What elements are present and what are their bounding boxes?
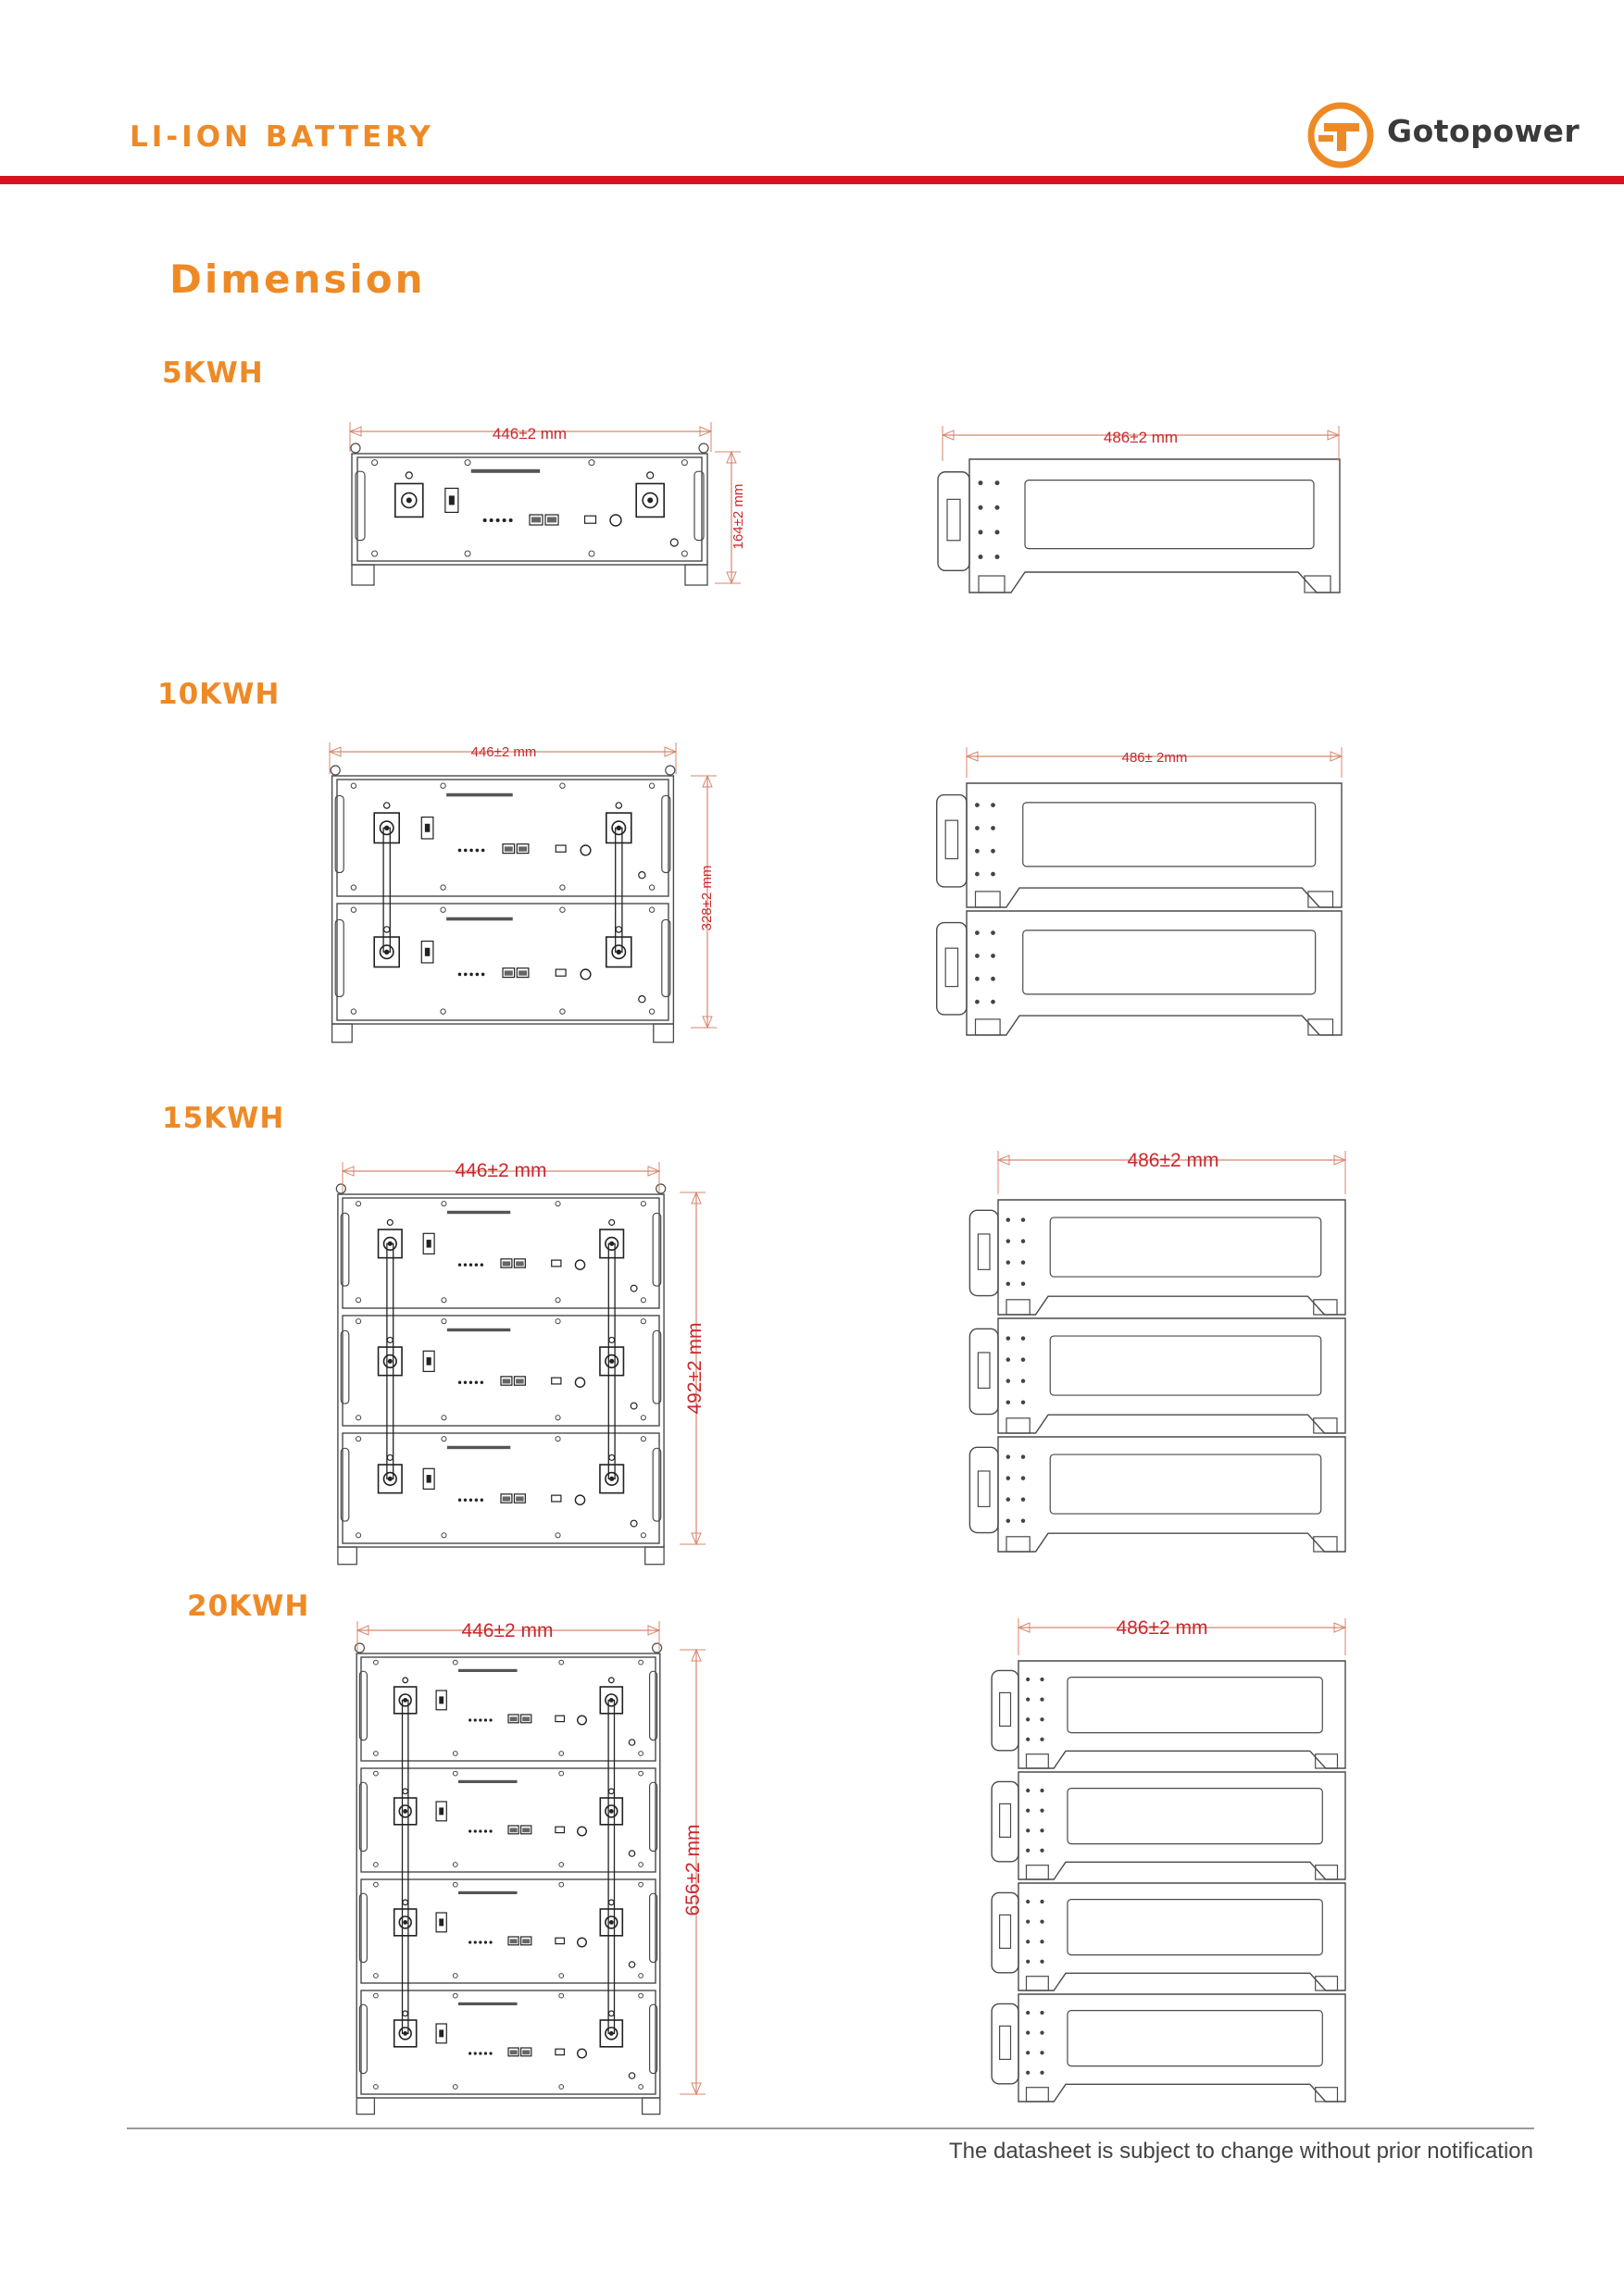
- side-screw: [1026, 2030, 1030, 2034]
- side-screw: [1006, 1281, 1011, 1286]
- terminal-center: [609, 1359, 614, 1364]
- status-led: [475, 1499, 478, 1502]
- depth-dim-10kwh: 486± 2mm: [1121, 750, 1188, 766]
- side-screw: [1026, 1789, 1030, 1792]
- model-plate: [458, 1780, 518, 1783]
- status-led: [458, 973, 462, 977]
- side-screw: [991, 803, 995, 807]
- breaker-lever: [425, 948, 430, 956]
- front-view-15kwh: [336, 1162, 706, 1565]
- model-plate: [446, 793, 513, 797]
- side-screw: [975, 849, 980, 854]
- side-screw: [1006, 1357, 1011, 1362]
- side-screw: [1021, 1281, 1026, 1286]
- side-screw: [1026, 1738, 1030, 1741]
- side-screw: [1040, 1849, 1043, 1853]
- side-screw: [1021, 1239, 1026, 1243]
- side-screw: [1040, 2051, 1043, 2054]
- side-screw: [1006, 1260, 1011, 1265]
- rack-foot: [643, 2098, 660, 2115]
- status-led: [475, 1381, 478, 1384]
- side-screw: [1040, 1960, 1043, 1964]
- handle-bracket: [992, 2003, 1018, 2083]
- status-led: [474, 1940, 477, 1943]
- side-screw: [1006, 1239, 1011, 1243]
- handle-bracket: [992, 1670, 1018, 1750]
- status-led: [481, 973, 485, 977]
- side-screw: [975, 977, 980, 981]
- side-screw: [991, 1000, 995, 1004]
- side-screw: [1040, 1828, 1043, 1832]
- comm-port-inner: [510, 1828, 518, 1832]
- status-led: [479, 1940, 481, 1943]
- status-led: [489, 1718, 492, 1721]
- handle-bracket: [937, 923, 967, 1015]
- terminal-center: [388, 1359, 393, 1364]
- status-led: [474, 2052, 477, 2054]
- side-screw: [995, 555, 1000, 559]
- breaker-lever: [427, 1475, 431, 1483]
- side-screw: [1026, 1717, 1030, 1721]
- breaker-lever: [427, 1357, 431, 1366]
- side-screw: [1006, 1497, 1011, 1502]
- depth-dim-15kwh: 486±2 mm: [1127, 1150, 1219, 1171]
- side-screw: [979, 505, 983, 510]
- breaker-lever: [449, 495, 455, 505]
- comm-port-inner: [518, 970, 527, 975]
- handle-bracket: [969, 1210, 998, 1295]
- side-screw: [1026, 1697, 1030, 1701]
- side-screw: [1021, 1476, 1026, 1480]
- breaker-lever: [425, 824, 430, 832]
- model-plate: [447, 1446, 510, 1449]
- model-label-20kwh: 20KWH: [187, 1590, 310, 1623]
- status-led: [489, 1940, 492, 1943]
- handle-grip: [1000, 1915, 1011, 1948]
- handle-bracket: [992, 1892, 1018, 1972]
- side-view-20kwh: [992, 1618, 1345, 2102]
- model-plate: [447, 1329, 510, 1331]
- model-plate: [458, 1669, 518, 1672]
- terminal-center: [406, 497, 412, 503]
- side-screw: [1026, 1849, 1030, 1853]
- side-screw: [1040, 2011, 1043, 2015]
- status-led: [468, 2052, 471, 2054]
- side-screw: [1040, 1919, 1043, 1923]
- side-screw: [1026, 1960, 1030, 1964]
- comm-port-inner: [503, 1496, 511, 1501]
- side-screw: [1006, 1400, 1011, 1404]
- side-screw: [1006, 1379, 1011, 1383]
- status-led: [479, 1718, 481, 1721]
- status-led: [481, 1499, 483, 1502]
- handle-grip: [978, 1234, 990, 1269]
- status-led: [458, 849, 462, 853]
- status-led: [503, 518, 506, 522]
- side-screw: [975, 872, 980, 877]
- side-screw: [1040, 1900, 1043, 1903]
- side-screw: [995, 480, 1000, 485]
- top-bolt: [699, 443, 708, 453]
- comm-port-inner: [503, 1261, 511, 1266]
- width-dim-20kwh: 446±2 mm: [461, 1620, 554, 1641]
- side-screw: [1026, 1678, 1030, 1681]
- model-plate: [446, 917, 513, 921]
- status-led: [468, 1718, 471, 1721]
- height-dim-15kwh: 492±2 mm: [684, 1322, 706, 1415]
- status-led: [458, 1381, 461, 1384]
- comm-port-inner: [510, 2050, 518, 2054]
- model-label-15kwh: 15KWH: [162, 1102, 285, 1135]
- comm-port-inner: [522, 1828, 530, 1832]
- side-screw: [1021, 1400, 1026, 1404]
- top-bolt: [355, 1643, 364, 1653]
- side-screw: [975, 826, 980, 830]
- rack-foot: [685, 565, 707, 585]
- status-led: [469, 1381, 472, 1384]
- model-plate: [458, 2003, 518, 2005]
- side-screw: [995, 530, 1000, 534]
- model-plate: [458, 1891, 518, 1894]
- side-screw: [1040, 2071, 1043, 2075]
- rack-foot: [332, 1024, 353, 1042]
- handle-grip: [945, 820, 957, 858]
- comm-port-inner: [522, 1939, 530, 1943]
- side-screw: [975, 930, 980, 935]
- comm-port-inner: [516, 1261, 524, 1266]
- status-led: [474, 1718, 477, 1721]
- breaker-lever: [439, 1918, 443, 1926]
- side-screw: [1021, 1260, 1026, 1265]
- side-screw: [1040, 1678, 1043, 1681]
- status-led: [481, 1381, 483, 1384]
- depth-dim-20kwh: 486±2 mm: [1116, 1617, 1208, 1639]
- top-bolt: [336, 1184, 345, 1193]
- side-screw: [1040, 1808, 1043, 1812]
- side-screw: [991, 977, 995, 981]
- comm-port-inner: [531, 517, 541, 522]
- front-view-10kwh: [330, 742, 717, 1042]
- handle-grip: [1000, 1803, 1011, 1837]
- side-screw: [1006, 1454, 1011, 1459]
- status-led: [489, 1829, 492, 1832]
- side-screw: [991, 930, 995, 935]
- side-screw: [975, 803, 980, 807]
- side-screw: [1026, 2051, 1030, 2054]
- side-screw: [991, 954, 995, 958]
- side-screw: [995, 505, 1000, 510]
- status-led: [479, 1829, 481, 1832]
- status-led: [496, 518, 500, 522]
- width-dim-10kwh: 446±2 mm: [470, 744, 537, 760]
- side-screw: [975, 1000, 980, 1004]
- status-led: [468, 1940, 471, 1943]
- side-screw: [1040, 1697, 1043, 1701]
- status-led: [464, 1381, 467, 1384]
- rack-foot: [338, 1547, 356, 1565]
- breaker-lever: [439, 1696, 443, 1703]
- side-screw: [1021, 1217, 1026, 1222]
- width-dim-5kwh: 446±2 mm: [492, 425, 568, 443]
- side-screw: [1021, 1518, 1026, 1523]
- side-screw: [1040, 1717, 1043, 1721]
- status-led: [484, 1829, 487, 1832]
- comm-port-inner: [510, 1939, 518, 1943]
- status-led: [481, 849, 485, 853]
- side-screw: [979, 530, 983, 534]
- side-screw: [1026, 2011, 1030, 2015]
- top-bolt: [351, 443, 360, 453]
- footer-rule: [127, 2128, 1534, 2129]
- handle-grip: [947, 499, 960, 540]
- comm-port-inner: [522, 1716, 530, 1721]
- side-screw: [991, 849, 995, 854]
- status-led: [476, 849, 480, 853]
- status-led: [464, 973, 468, 977]
- handle-grip: [1000, 2026, 1011, 2059]
- status-led: [469, 849, 473, 853]
- width-dim-15kwh: 446±2 mm: [455, 1160, 547, 1181]
- handle-grip: [978, 1471, 990, 1506]
- handle-bracket: [969, 1447, 998, 1532]
- comm-port-inner: [503, 1379, 511, 1383]
- terminal-center: [403, 1809, 407, 1814]
- model-label-10kwh: 10KWH: [157, 678, 281, 711]
- side-view-5kwh: [938, 426, 1340, 593]
- status-led: [469, 1499, 472, 1502]
- side-screw: [1026, 1940, 1030, 1943]
- status-led: [475, 1264, 478, 1267]
- side-screw: [975, 954, 980, 958]
- side-screw: [991, 826, 995, 830]
- side-screw: [1021, 1379, 1026, 1383]
- status-led: [469, 973, 473, 977]
- comm-port-inner: [505, 970, 513, 975]
- handle-bracket: [992, 1781, 1018, 1861]
- breaker-lever: [427, 1240, 431, 1248]
- side-screw: [991, 872, 995, 877]
- terminal-center: [609, 1920, 614, 1925]
- status-led: [468, 1829, 471, 1832]
- side-screw: [1026, 1808, 1030, 1812]
- status-led: [489, 2052, 492, 2054]
- top-bolt: [656, 1184, 666, 1193]
- side-screw: [1026, 1828, 1030, 1832]
- comm-port-inner: [518, 846, 527, 851]
- front-view-5kwh: [350, 422, 741, 585]
- terminal-center: [403, 1920, 407, 1925]
- model-label-5kwh: 5KWH: [162, 356, 264, 390]
- status-led: [484, 1940, 487, 1943]
- status-led: [483, 518, 487, 522]
- rack-foot: [352, 565, 374, 585]
- side-screw: [1040, 1940, 1043, 1943]
- status-led: [481, 1264, 483, 1267]
- handle-bracket: [937, 795, 967, 887]
- height-dim-10kwh: 328±2 mm: [699, 865, 715, 931]
- rack-foot: [654, 1024, 674, 1042]
- breaker-lever: [439, 1807, 443, 1815]
- status-led: [474, 1829, 477, 1832]
- status-led: [484, 1718, 487, 1721]
- height-dim-20kwh: 656±2 mm: [682, 1824, 704, 1916]
- terminal-center: [647, 497, 653, 503]
- top-bolt: [653, 1643, 662, 1653]
- side-screw: [979, 555, 983, 559]
- section-title: Dimension: [169, 256, 426, 302]
- side-screw: [1006, 1336, 1011, 1341]
- status-led: [490, 518, 493, 522]
- side-screw: [1026, 2071, 1030, 2075]
- status-led: [479, 2052, 481, 2054]
- breaker-lever: [439, 2029, 443, 2037]
- handle-bracket: [938, 472, 969, 571]
- side-screw: [1006, 1217, 1011, 1222]
- status-led: [476, 973, 480, 977]
- comm-port-inner: [516, 1379, 524, 1383]
- depth-dim-5kwh: 486±2 mm: [1103, 429, 1179, 446]
- handle-grip: [945, 948, 957, 986]
- side-view-10kwh: [937, 747, 1342, 1035]
- model-plate: [471, 469, 540, 473]
- status-led: [458, 1499, 461, 1502]
- comm-port-inner: [547, 517, 556, 522]
- status-led: [464, 1264, 467, 1267]
- rack-foot: [645, 1547, 664, 1565]
- side-screw: [1021, 1454, 1026, 1459]
- side-screw: [1026, 1900, 1030, 1903]
- handle-grip: [1000, 1692, 1011, 1726]
- footer-note: The datasheet is subject to change without prior notification: [948, 2139, 1533, 2164]
- side-screw: [1021, 1336, 1026, 1341]
- status-led: [464, 849, 468, 853]
- side-screw: [979, 480, 983, 485]
- side-view-15kwh: [969, 1151, 1345, 1552]
- comm-port-inner: [522, 2050, 530, 2054]
- comm-port-inner: [505, 846, 513, 851]
- status-led: [509, 518, 513, 522]
- model-plate: [447, 1211, 510, 1214]
- top-bolt: [331, 766, 340, 775]
- comm-port-inner: [510, 1716, 518, 1721]
- handle-bracket: [969, 1329, 998, 1414]
- header-title: LI-ION BATTERY: [130, 120, 434, 154]
- top-bolt: [666, 766, 675, 775]
- side-screw: [1026, 1919, 1030, 1923]
- rack-foot: [356, 2098, 374, 2115]
- status-led: [464, 1499, 467, 1502]
- side-screw: [1006, 1518, 1011, 1523]
- side-screw: [1040, 2030, 1043, 2034]
- side-screw: [1040, 1738, 1043, 1741]
- front-view-20kwh: [355, 1621, 706, 2115]
- status-led: [469, 1264, 472, 1267]
- side-screw: [1021, 1497, 1026, 1502]
- height-dim-5kwh: 164±2 mm: [731, 483, 746, 550]
- side-screw: [1006, 1476, 1011, 1480]
- side-screw: [1021, 1357, 1026, 1362]
- side-screw: [1040, 1789, 1043, 1792]
- handle-grip: [978, 1353, 990, 1388]
- comm-port-inner: [516, 1496, 524, 1501]
- status-led: [484, 2052, 487, 2054]
- status-led: [458, 1264, 461, 1267]
- terminal-center: [609, 1809, 614, 1814]
- brand-name: Gotopower: [1387, 113, 1580, 149]
